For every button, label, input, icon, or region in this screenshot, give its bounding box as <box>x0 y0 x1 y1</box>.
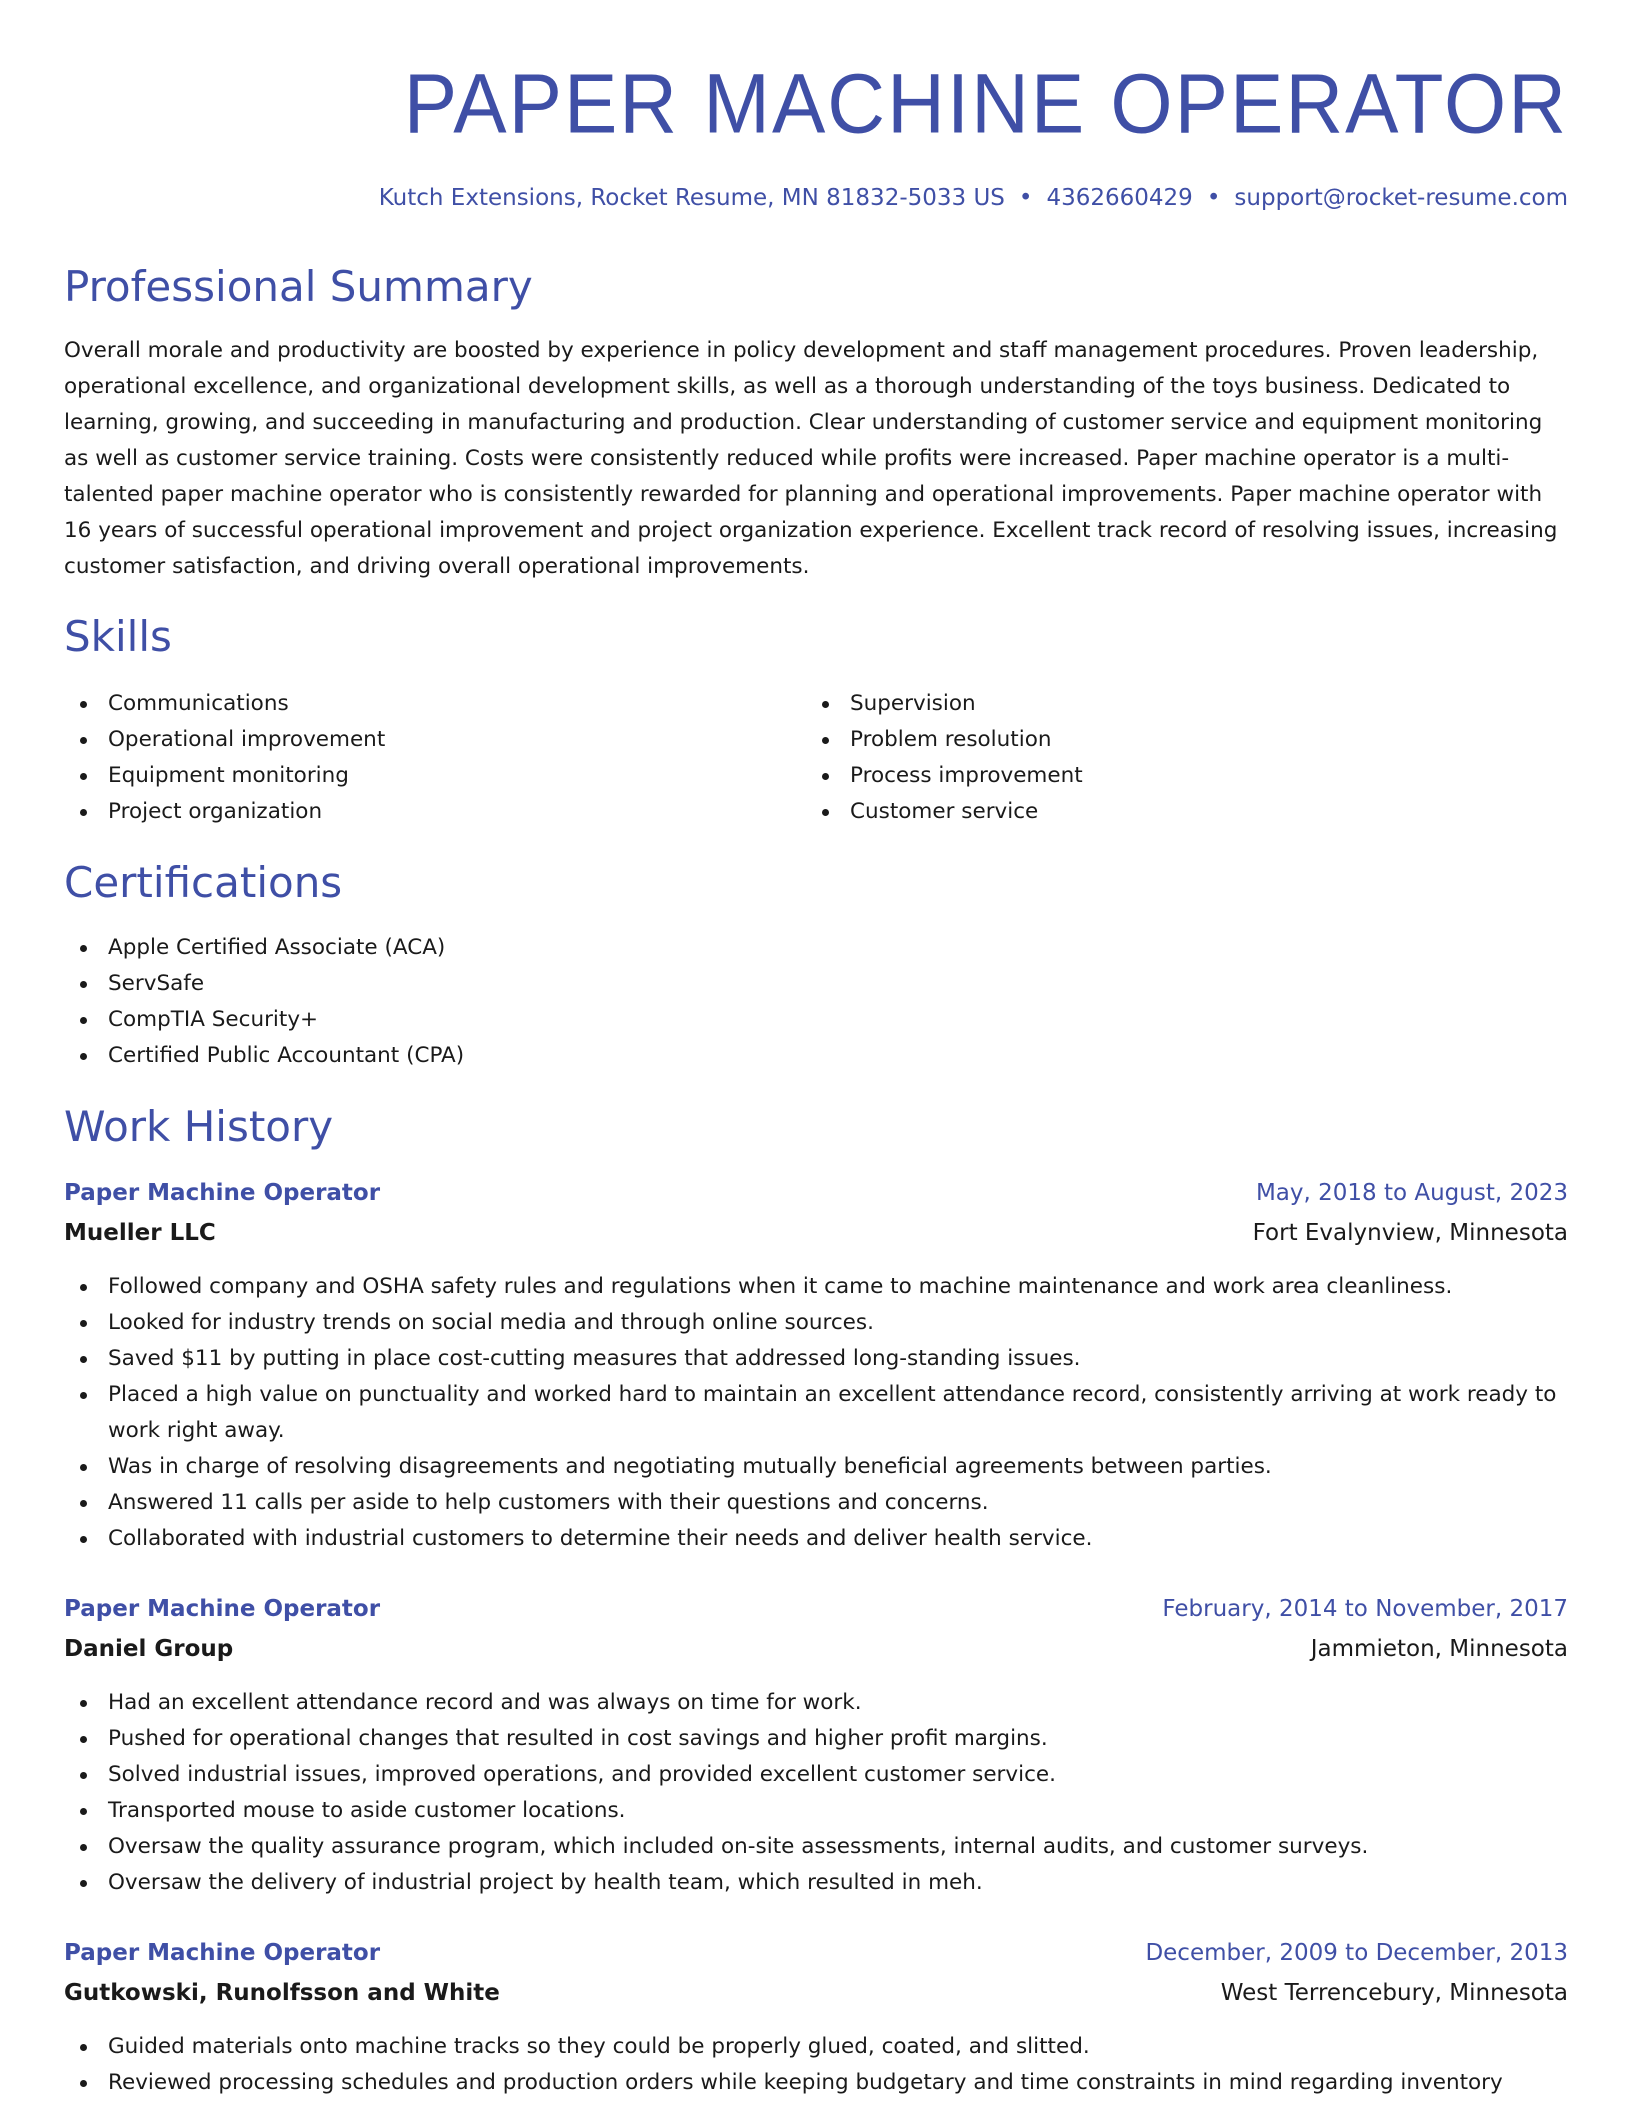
skills-list <box>64 686 1568 830</box>
certification-item: CompTIA Security+ <box>64 1002 1568 1038</box>
certifications-list <box>64 930 1568 1074</box>
job-bullets <box>64 1685 1568 1901</box>
job-bullet: Transported mouse to aside customer locations. <box>64 1793 1568 1829</box>
job-dates: May, 2018 to August, 2023 <box>1255 1180 1568 1206</box>
job-title: Paper Machine Operator <box>64 1596 381 1622</box>
job-bullet: Was in charge of resolving disagreements and negotiating mutually beneficial agreements between parties. <box>64 1449 1568 1485</box>
contact-phone: 4362660429 <box>1046 185 1193 211</box>
work-history-heading: Work History <box>64 1102 334 1151</box>
skill-item: Problem resolution <box>806 722 1548 758</box>
job-dates: December, 2009 to December, 2013 <box>1145 1940 1568 1966</box>
resume-page <box>64 0 1568 2095</box>
job-bullet: Reviewed processing schedules and production orders while keeping budgetary and time constraints in mind regarding inventory <box>64 2065 1568 2101</box>
job-company: Gutkowski, Runolfsson and White <box>64 1980 500 2006</box>
job-bullet: Had an excellent attendance record and was always on time for work. <box>64 1685 1568 1721</box>
certification-item: Certified Public Accountant (CPA) <box>64 1038 1568 1074</box>
job-company: Daniel Group <box>64 1636 234 1662</box>
job-bullet: Pushed for operational changes that resulted in cost savings and higher profit margins. <box>64 1721 1568 1757</box>
contact-line <box>64 187 1568 210</box>
contact-separator: • <box>1018 185 1033 211</box>
job-title: Paper Machine Operator <box>64 1180 381 1206</box>
skills-column-left <box>64 686 806 830</box>
job-bullet: Collaborated with industrial customers to determine their needs and deliver health service. <box>64 1521 1568 1557</box>
job-dates: February, 2014 to November, 2017 <box>1162 1596 1568 1622</box>
skill-item: Communications <box>64 686 806 722</box>
contact-address: Kutch Extensions, Rocket Resume, MN 81832-5033 US <box>378 185 1005 211</box>
job-bullet: Followed company and OSHA safety rules and regulations when it came to machine maintenance and work area cleanliness. <box>64 1269 1568 1305</box>
job-bullets <box>64 1269 1568 1557</box>
skill-item: Supervision <box>806 686 1548 722</box>
job-bullet: Answered 11 calls per aside to help customers with their questions and concerns. <box>64 1485 1568 1521</box>
certifications-heading: Certifications <box>64 858 343 907</box>
job-header <box>64 1598 1568 1621</box>
job-company: Mueller LLC <box>64 1220 216 1246</box>
skill-item: Customer service <box>806 794 1548 830</box>
job-bullet: Saved $11 by putting in place cost-cutting measures that addressed long-standing issues. <box>64 1341 1568 1377</box>
summary-text: Overall morale and productivity are boosted by experience in policy development and staff management procedures. Proven leadership, operational excellence, and organizational development skills, as well as a thorough understanding of the toys business. Dedicated to learning, growing, and succeeding in manufacturing and production. Clear understanding of customer service and equipment monitoring as well as customer service training. Costs were consistently reduced while profits were increased. Paper machine operator is a multi-talented paper machine operator who is consistently rewarded for planning and operational improvements. Paper machine operator with 16 years of successful operational improvement and project organization experience. Excellent track record of resolving issues, increasing customer satisfaction, and driving overall operational improvements. <box>64 338 1558 579</box>
job-bullets <box>64 2029 1568 2101</box>
job-header <box>64 1182 1568 1205</box>
job-location: West Terrencebury, Minnesota <box>1220 1980 1568 2006</box>
job-location: Fort Evalynview, Minnesota <box>1252 1220 1568 1246</box>
job-location: Jammieton, Minnesota <box>1310 1636 1568 1662</box>
certification-item: Apple Certified Associate (ACA) <box>64 930 1568 966</box>
job-title: Paper Machine Operator <box>64 1940 381 1966</box>
skills-heading: Skills <box>64 612 172 661</box>
job-bullet: Guided materials onto machine tracks so they could be properly glued, coated, and slitted. <box>64 2029 1568 2065</box>
job-bullet: Looked for industry trends on social media and through online sources. <box>64 1305 1568 1341</box>
job-bullet: Oversaw the delivery of industrial project by health team, which resulted in meh. <box>64 1865 1568 1901</box>
contact-email: support@rocket-resume.com <box>1234 185 1568 211</box>
skill-item: Process improvement <box>806 758 1548 794</box>
summary-heading: Professional Summary <box>64 262 533 311</box>
job-employer <box>64 1638 1568 1661</box>
job-employer <box>64 1222 1568 1245</box>
certification-item: ServSafe <box>64 966 1568 1002</box>
skill-item: Operational improvement <box>64 722 806 758</box>
job-bullet: Solved industrial issues, improved operations, and provided excellent customer service. <box>64 1757 1568 1793</box>
job-header <box>64 1942 1568 1965</box>
job-bullet: Placed a high value on punctuality and worked hard to maintain an excellent attendance record, consistently arriving at work ready to work right away. <box>64 1377 1568 1449</box>
job-bullet: Oversaw the quality assurance program, which included on-site assessments, internal audits, and customer surveys. <box>64 1829 1568 1865</box>
contact-separator: • <box>1206 185 1221 211</box>
skills-column-right <box>806 686 1548 830</box>
skill-item: Project organization <box>64 794 806 830</box>
resume-name: PAPER MACHINE OPERATOR <box>403 56 1568 151</box>
job-employer <box>64 1982 1568 2005</box>
skill-item: Equipment monitoring <box>64 758 806 794</box>
